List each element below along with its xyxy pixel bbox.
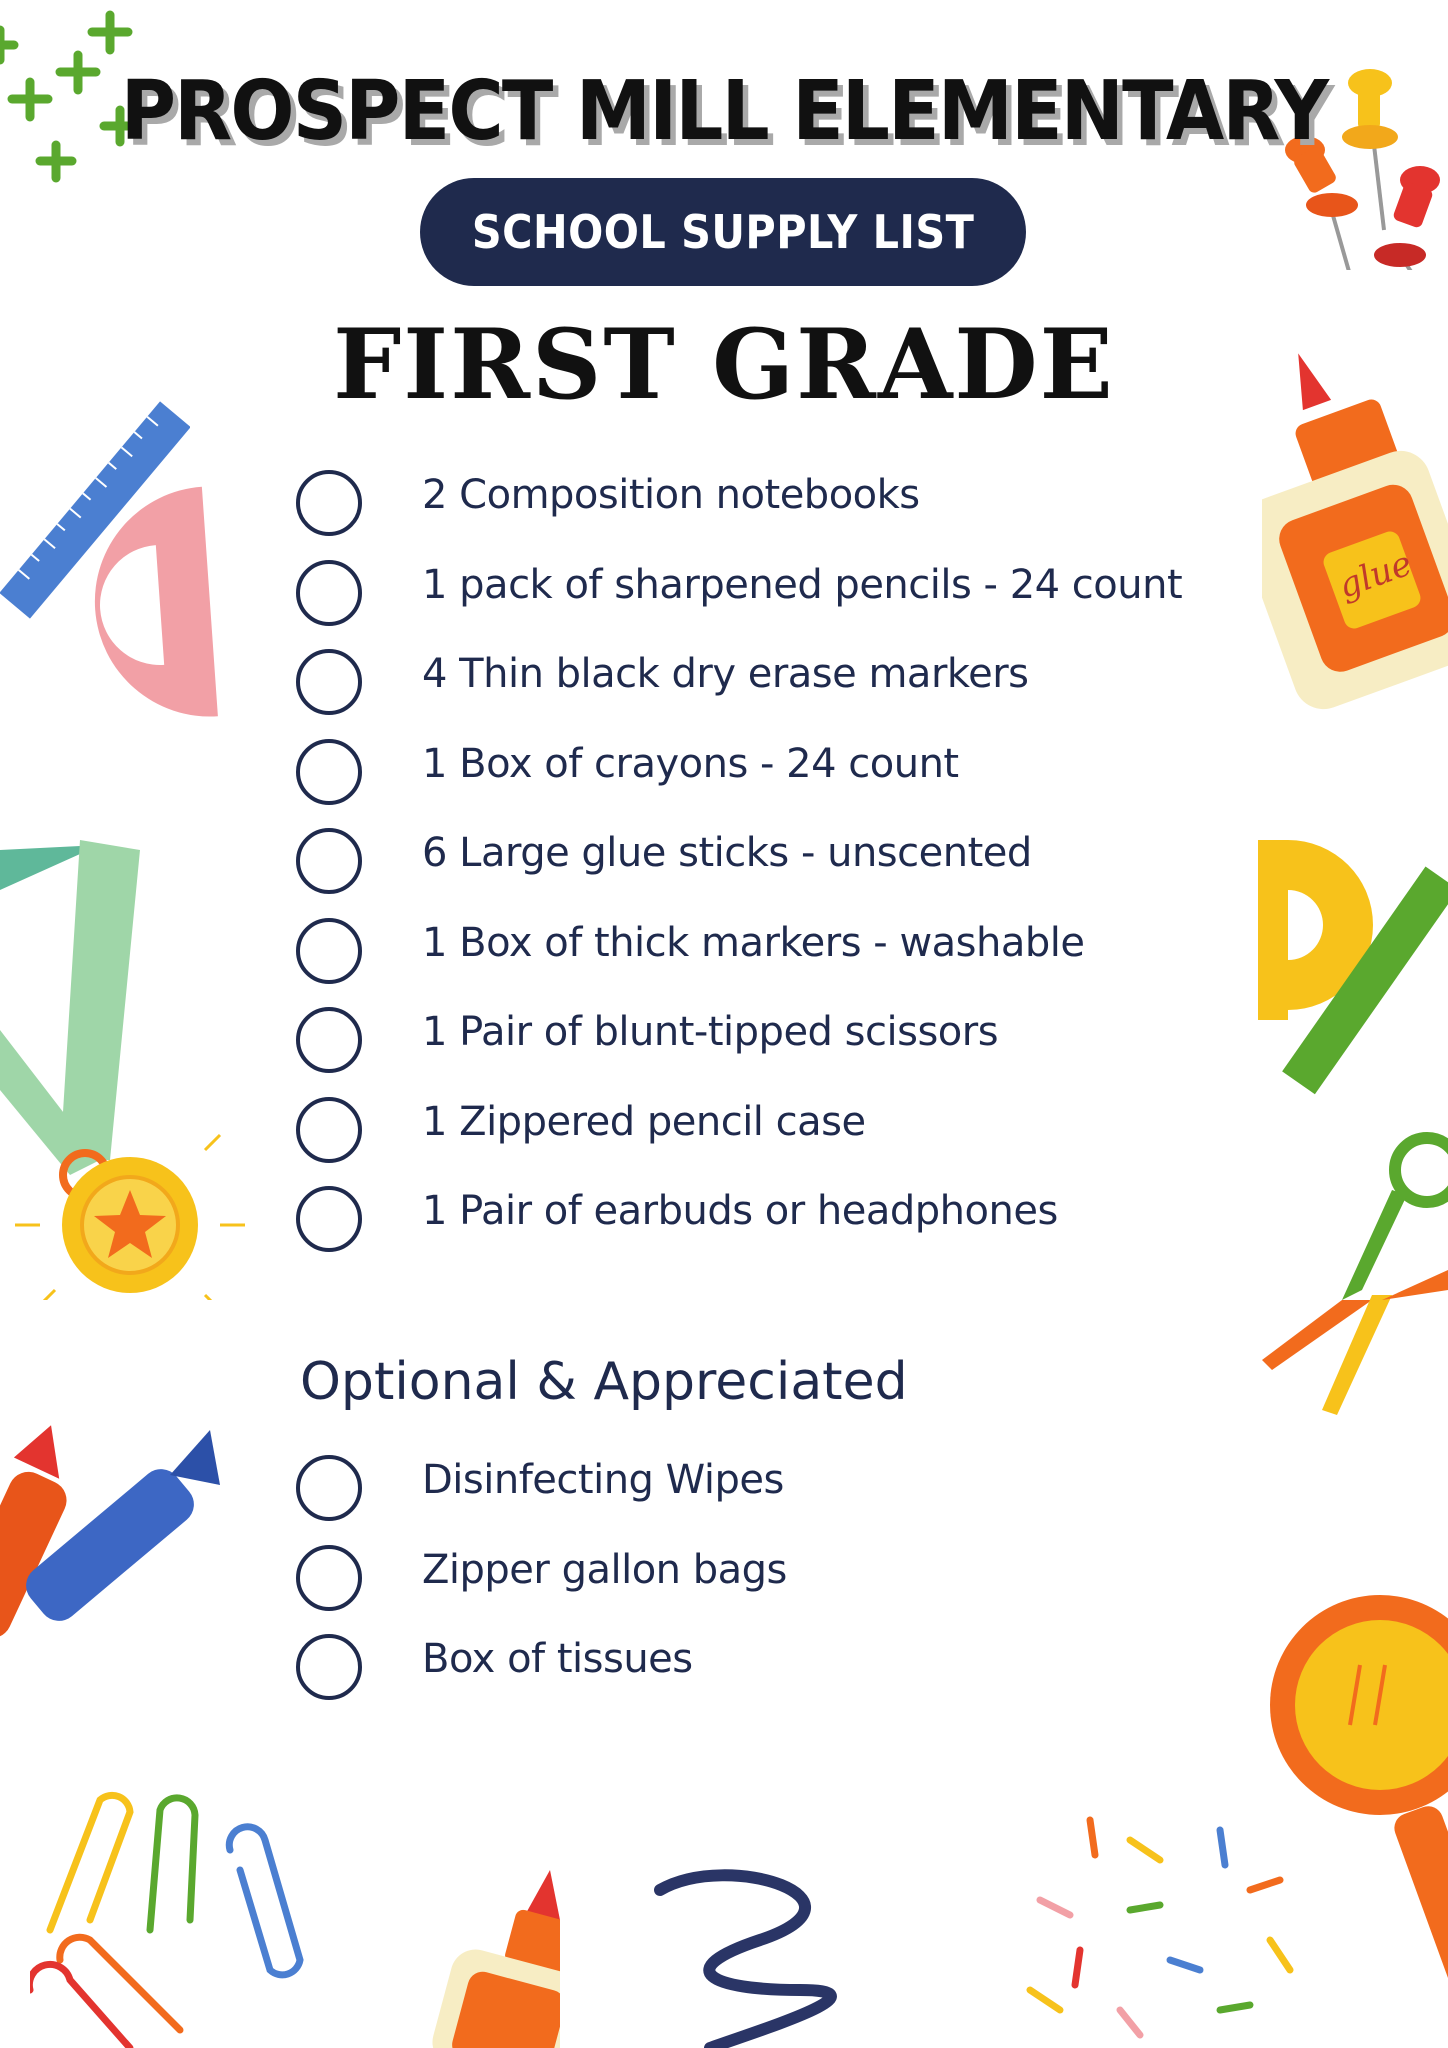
item-label: Box of tissues bbox=[422, 1636, 693, 1682]
school-name: PROSPECT MILL ELEMENTARY bbox=[120, 64, 1328, 159]
squiggle-icon bbox=[650, 1860, 910, 2048]
sprinkles-icon bbox=[1020, 1810, 1320, 2048]
checkbox-circle-icon[interactable] bbox=[296, 560, 362, 626]
glue-label: glue bbox=[1333, 543, 1418, 607]
checkbox-circle-icon[interactable] bbox=[296, 739, 362, 805]
item-label: 1 Box of thick markers - washable bbox=[422, 919, 1085, 966]
medal-icon bbox=[0, 830, 260, 1300]
crayons-icon bbox=[0, 1410, 240, 1660]
paper-clips-icon bbox=[30, 1790, 330, 2048]
item-label: 1 Pair of earbuds or headphones bbox=[422, 1188, 1058, 1234]
subtitle-badge bbox=[420, 178, 1026, 286]
item-label: 1 Zippered pencil case bbox=[422, 1098, 866, 1145]
item-label: 1 Pair of blunt-tipped scissors bbox=[422, 1009, 999, 1055]
item-label: 2 Composition notebooks bbox=[422, 472, 920, 518]
checkbox-circle-icon[interactable] bbox=[296, 1007, 362, 1073]
item-label: 1 pack of sharpened pencils - 24 count bbox=[422, 561, 1183, 608]
checkbox-circle-icon[interactable] bbox=[296, 1634, 362, 1700]
item-label: Disinfecting Wipes bbox=[422, 1457, 784, 1503]
subtitle-text: SCHOOL SUPPLY LIST bbox=[471, 205, 975, 259]
checkbox-circle-icon[interactable] bbox=[296, 1455, 362, 1521]
item-label: 1 Box of crayons - 24 count bbox=[422, 740, 959, 787]
checkbox-circle-icon[interactable] bbox=[296, 1186, 362, 1252]
protractor-icon bbox=[60, 485, 220, 725]
item-label: Zipper gallon bags bbox=[422, 1546, 787, 1593]
checkbox-circle-icon[interactable] bbox=[296, 1097, 362, 1163]
item-label: 6 Large glue sticks - unscented bbox=[422, 830, 1032, 876]
optional-heading: Optional & Appreciated bbox=[300, 1352, 908, 1412]
glue-bottle-icon bbox=[420, 1860, 560, 2048]
checkbox-circle-icon[interactable] bbox=[296, 470, 362, 536]
scissors-icon bbox=[1262, 1130, 1448, 1420]
checkbox-circle-icon[interactable] bbox=[296, 1545, 362, 1611]
checkbox-circle-icon[interactable] bbox=[296, 649, 362, 715]
checkbox-circle-icon[interactable] bbox=[296, 918, 362, 984]
checkbox-circle-icon[interactable] bbox=[296, 828, 362, 894]
grade-title: FIRST GRADE bbox=[333, 308, 1115, 421]
ruler-icon bbox=[1258, 835, 1448, 1095]
item-label: 4 Thin black dry erase markers bbox=[422, 651, 1029, 697]
